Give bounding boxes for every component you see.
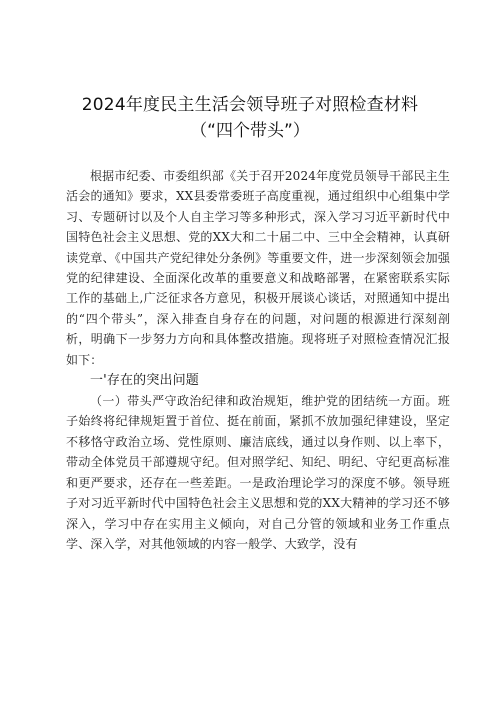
document-body [66, 166, 450, 554]
section-heading: 一'存在的突出问题 [90, 373, 199, 389]
document-title: 2024年度民主生活会领导班子对照检查材料 [81, 95, 419, 115]
document-subtitle: （“四个带头”） [190, 121, 310, 141]
section-paragraph: （一）带头严守政治纪律和政治规矩，维护党的团结统一方面。班子始终将纪律规矩置于首位、挺在前面，紧抓不放加强纪律建设，坚定不移恪守政治立场、党性原则、廉洁底线，通过以身作则、以上率下，带动全体党员干部遵规守纪。但对照学纪、知纪、明纪、守纪更高标准和更严要求，还存在一些差距。一是政治理论学习的深度不够。领导班子对习近平新时代中国特色社会主义思想和党的XX大精神的学习还不够深入，学习中存在实用主义倾向，对自己分管的领域和业务工作重点学、深入学，对其他领域的内容一般学、大致学，没有 [66, 394, 450, 551]
intro-paragraph: 根据市纪委、市委组织部《关于召开2024年度党员领导干部民主生活会的通知》要求，XX县委常委班子高度重视，通过组织中心组集中学习、专题研讨以及个人自主学习等多种形式，深入学习习近平新时代中国特色社会主义思想、党的XX大和二十届二中、三中全会精神，认真研读党章、《中国共产党纪律处分条例》等重要文件，进一步深刻领会加强党的纪律建设、全面深化改革的重要意义和战略部署，在紧密联系实际工作的基础上,广泛征求各方意见，积极开展谈心谈话，对照通知中提出的“四个带头”，深入排查自身存在的问题，对问题的根源进行深刻剖析，明确下一步努力方向和具体整改措施。现将班子对照检查情况汇报如下： [66, 169, 450, 367]
